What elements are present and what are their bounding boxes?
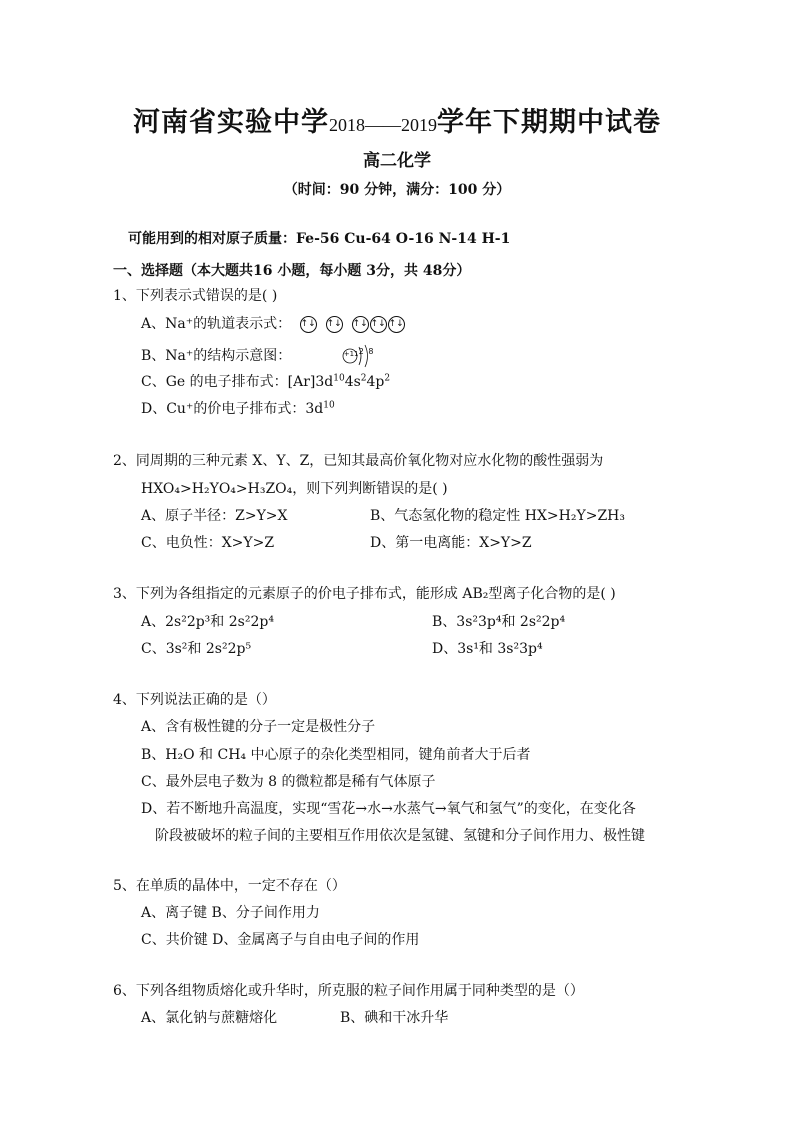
orbital-2s: ↑↓ [326, 316, 343, 333]
orbital-1s: ↑↓ [300, 316, 317, 333]
q1-option-d: D、Cu⁺的价电子排布式：$3d^{10}$ [141, 400, 335, 417]
orbital-2p-3: ↑↓ [388, 316, 405, 333]
exam-subtitle: 高二化学 [363, 151, 431, 171]
q4-stem: 4、下列说法正确的是（） [113, 692, 276, 708]
q3-option-b: B、3s²3p⁴和 2s²2p⁴ [432, 614, 566, 630]
q1-option-b [141, 343, 382, 369]
q3-option-a: A、2s²2p³和 2s²2p⁴ [141, 614, 274, 630]
orbital-2p-1: ↑↓ [352, 316, 369, 333]
orbital-diagram [300, 316, 406, 332]
q3-option-d: D、3s¹和 3s²3p⁴ [432, 641, 543, 657]
atom-nucleus: +11 [343, 350, 359, 358]
q5-options-cd: C、共价键 D、金属离子与自由电子间的作用 [141, 932, 420, 948]
q2-option-c: C、电负性：X>Y>Z [141, 535, 275, 551]
q2-option-a: A、原子半径：Z>Y>X [141, 508, 288, 524]
title-years: 2018——2019 [329, 115, 437, 135]
q2-option-d: D、第一电离能：X>Y>Z [370, 535, 532, 551]
q1-option-a [141, 313, 406, 333]
q5-options-ab: A、离子键 B、分子间作用力 [141, 905, 320, 921]
q2-stem: 2、同周期的三种元素 X、Y、Z，已知其最高价氧化物对应水化物的酸性强弱为 [113, 453, 604, 469]
q4-option-d-continued: 阶段被破坏的粒子间的主要相互作用依次是氢键、氢键和分子间作用力、极性键 [155, 828, 645, 844]
q1-b-label: B、Na⁺的结构示意图： [141, 348, 292, 364]
time-info: （时间：90 分钟，满分：100 分） [283, 182, 511, 198]
exam-title [0, 100, 794, 139]
q2-option-b: B、气态氢化物的稳定性 HX>H₂Y>ZH₃ [370, 508, 625, 524]
q5-stem: 5、在单质的晶体中，一定不存在（） [113, 878, 346, 894]
title-rest: 学年下期期中试卷 [437, 107, 661, 138]
title-school: 河南省实验中学 [133, 107, 329, 138]
q1-stem: 1、下列表示式错误的是( ) [113, 288, 278, 304]
q6-option-b: B、碘和干冰升华 [340, 1010, 449, 1026]
q6-stem: 6、下列各组物质熔化或升华时，所克服的粒子间作用属于同种类型的是（） [113, 983, 584, 999]
q4-option-d: D、若不断地升高温度，实现“雪花→水→水蒸气→氧气和氢气”的变化，在变化各 [141, 801, 636, 817]
atomic-mass-line: 可能用到的相对原子质量：Fe-56 Cu-64 O-16 N-14 H-1 [128, 231, 511, 247]
q2-stem-continued: HXO₄>H₂YO₄>H₃ZO₄，则下列判断错误的是( ) [141, 481, 448, 497]
q4-option-c: C、最外层电子数为 8 的微粒都是稀有气体原子 [141, 774, 436, 790]
orbital-2p-2: ↑↓ [370, 316, 387, 333]
q6-option-a: A、氯化钠与蔗糖熔化 [141, 1010, 278, 1026]
q1-a-label: A、Na⁺的轨道表示式： [141, 316, 292, 332]
q3-stem: 3、下列为各组指定的元素原子的价电子排布式，能形成 AB₂型离子化合物的是( ) [113, 586, 616, 602]
q3-option-c: C、3s²和 2s²2p⁵ [141, 641, 252, 657]
q1-option-c: C、Ge 的电子排布式：$[Ar]3d^{10}4s^24p^2$ [141, 373, 391, 390]
atom-shells: 2 8 [358, 347, 375, 356]
atom-structure-diagram [342, 343, 382, 369]
section-heading: 一、选择题（本大题共16 小题，每小题 3分，共 48分） [113, 263, 471, 279]
q4-option-a: A、含有极性键的分子一定是极性分子 [141, 719, 376, 735]
q4-option-b: B、H₂O 和 CH₄ 中心原子的杂化类型相同，键角前者大于后者 [141, 747, 531, 763]
